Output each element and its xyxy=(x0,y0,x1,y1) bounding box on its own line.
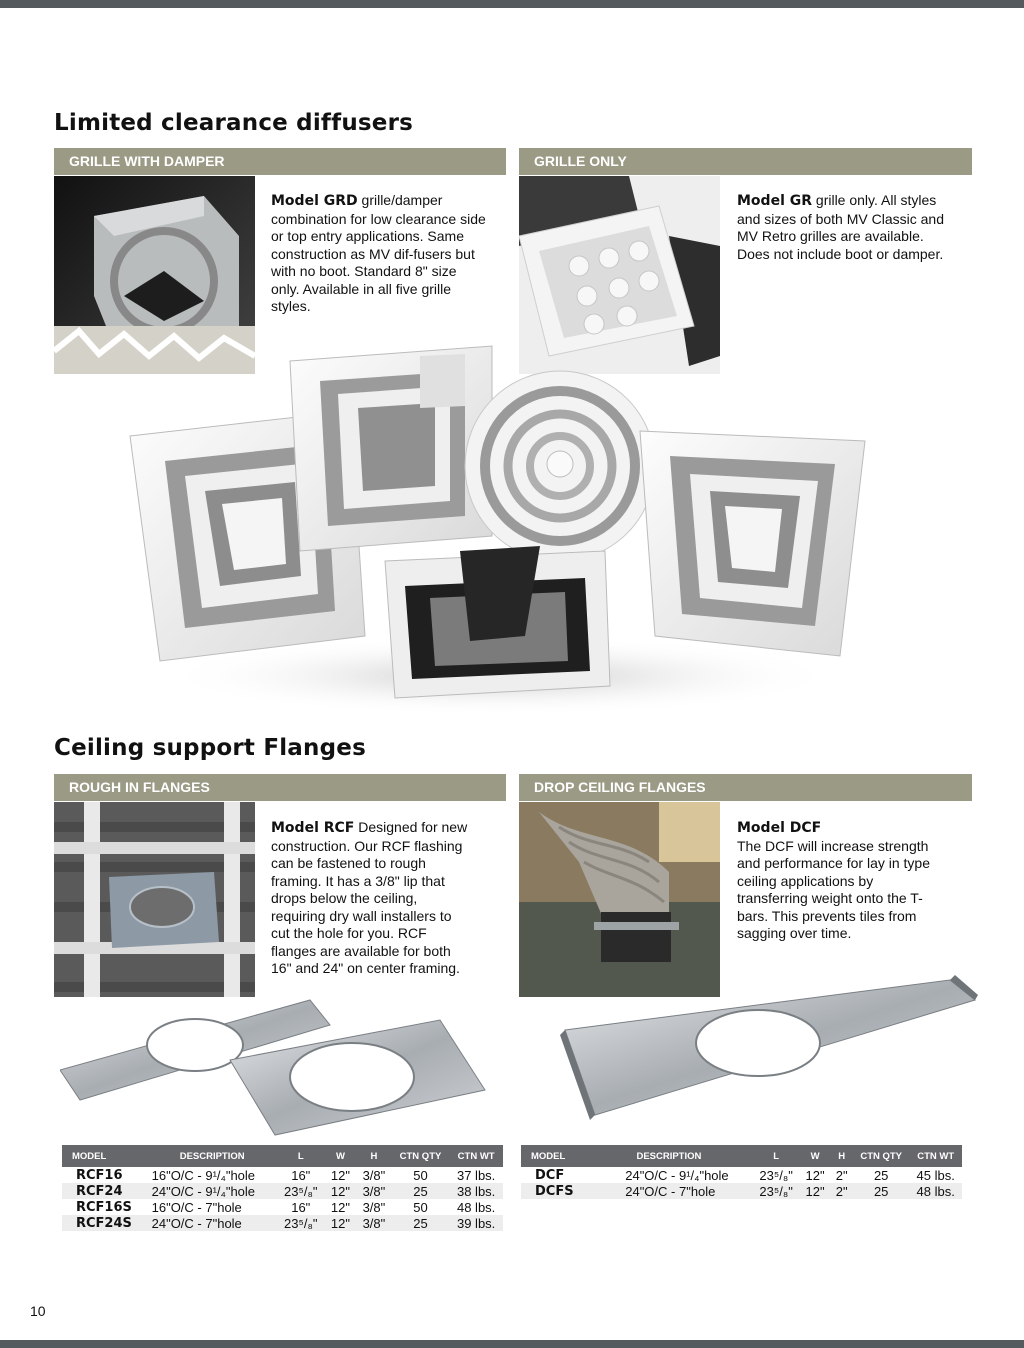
cell-h: 2" xyxy=(835,1167,848,1183)
cell-w: 12" xyxy=(325,1215,356,1231)
cell-ctn-wt: 37 lbs. xyxy=(456,1167,496,1183)
cell-w: 12" xyxy=(800,1183,831,1199)
cell-w: 12" xyxy=(330,1199,350,1215)
cell-h: 3/8" xyxy=(356,1215,392,1231)
rcf-model-name: Model RCF xyxy=(271,820,355,836)
diffusers-product-photo xyxy=(120,336,880,716)
col-ctn-qty: CTN QTY xyxy=(853,1145,909,1167)
cell-w: 12" xyxy=(330,1167,350,1183)
dcf-spec-table xyxy=(521,1145,962,1199)
cell-ctn-wt: 45 lbs. xyxy=(916,1167,955,1183)
cell-description: 24"O/C - 7"hole xyxy=(148,1215,277,1231)
cell-l: 23⁵/₈" xyxy=(759,1167,793,1183)
cell-description: 24"O/C - 9¹/₄"hole xyxy=(625,1167,729,1183)
cell-description: 16"O/C - 7"hole xyxy=(151,1199,242,1215)
cell-model: RCF24S xyxy=(62,1215,148,1231)
grd-description xyxy=(271,192,486,316)
dcf-table-header xyxy=(521,1145,962,1167)
col-h: H xyxy=(356,1145,392,1167)
grille-only-bar: GRILLE ONLY xyxy=(519,148,972,175)
dcf-model-name: Model DCF xyxy=(737,820,822,836)
cell-ctn-qty: 25 xyxy=(392,1215,450,1231)
cell-ctn-qty: 25 xyxy=(853,1183,909,1199)
drop-ceiling-flanges-bar: DROP CEILING FLANGES xyxy=(519,774,972,801)
dcf-text: The DCF will increase strength and performance for lay in type ceiling applications by transferring weight onto the T-bars. This prevents tiles from sagging over time. xyxy=(737,837,930,941)
rcf-flange-photo xyxy=(60,985,490,1140)
cell-description: 16"O/C - 9¹/₄"hole xyxy=(151,1167,256,1183)
table-row xyxy=(62,1215,503,1231)
top-frame-bar xyxy=(0,0,1024,8)
col-ctn-qty: CTN QTY xyxy=(392,1145,450,1167)
cell-h: 3/8" xyxy=(362,1199,386,1215)
col-ctn-wt: CTN WT xyxy=(909,1145,962,1167)
dcf-flange-photo xyxy=(560,975,980,1125)
table-row xyxy=(521,1167,962,1183)
col-l: L xyxy=(277,1145,325,1167)
cell-ctn-qty: 25 xyxy=(873,1167,889,1183)
grd-text: grille/damper combination for low clearance side or top entry applications. Same construction as MV dif-fusers but with no boot. Standard 8" size only. Available in all five grille styles. xyxy=(271,192,486,314)
gr-description xyxy=(737,192,947,263)
cell-ctn-qty: 50 xyxy=(413,1199,428,1215)
col-description: DESCRIPTION xyxy=(585,1145,752,1167)
rcf-table-header xyxy=(62,1145,503,1167)
dcf-description xyxy=(737,819,937,943)
page-number: 10 xyxy=(30,1303,46,1319)
col-description: DESCRIPTION xyxy=(148,1145,277,1167)
col-w: W xyxy=(800,1145,831,1167)
rcf-spec-table xyxy=(62,1145,503,1231)
cell-h: 2" xyxy=(830,1183,853,1199)
cell-l: 23⁵/₈" xyxy=(753,1183,800,1199)
gr-model-name: Model GR xyxy=(737,193,813,209)
col-model: MODEL xyxy=(62,1145,148,1167)
cell-description: 24"O/C - 7"hole xyxy=(585,1183,752,1199)
cell-ctn-qty: 50 xyxy=(413,1167,428,1183)
col-l: L xyxy=(753,1145,800,1167)
cell-w: 12" xyxy=(325,1183,356,1199)
table-row xyxy=(62,1167,503,1183)
table-row xyxy=(62,1199,503,1215)
cell-ctn-wt: 48 lbs. xyxy=(909,1183,962,1199)
col-w: W xyxy=(325,1145,356,1167)
section-title-diffusers: Limited clearance diffusers xyxy=(54,110,414,136)
rough-in-flanges-bar: ROUGH IN FLANGES xyxy=(54,774,506,801)
cell-h: 3/8" xyxy=(362,1167,386,1183)
col-model: MODEL xyxy=(521,1145,585,1167)
section-title-flanges: Ceiling support Flanges xyxy=(54,735,366,761)
bottom-frame-bar xyxy=(0,1340,1024,1348)
cell-ctn-wt: 39 lbs. xyxy=(449,1215,503,1231)
cell-l: 23⁵/₈" xyxy=(277,1215,325,1231)
col-h: H xyxy=(830,1145,853,1167)
grd-model-name: Model GRD xyxy=(271,193,358,209)
cell-model: DCF xyxy=(535,1167,565,1183)
rcf-framing-photo xyxy=(54,802,255,997)
col-ctn-wt: CTN WT xyxy=(449,1145,503,1167)
cell-model: DCFS xyxy=(521,1183,585,1199)
cell-w: 12" xyxy=(805,1167,825,1183)
rcf-description xyxy=(271,819,471,978)
cell-description: 24"O/C - 9¹/₄"hole xyxy=(148,1183,277,1199)
table-row xyxy=(521,1183,962,1199)
table-row xyxy=(62,1183,503,1199)
gr-text: grille only. All styles and sizes of both MV Classic and MV Retro grilles are available. Does not include boot or damper. xyxy=(737,192,944,262)
dcf-installation-photo xyxy=(519,802,720,997)
cell-ctn-qty: 25 xyxy=(392,1183,450,1199)
cell-ctn-wt: 48 lbs. xyxy=(456,1199,496,1215)
cell-l: 16" xyxy=(291,1167,311,1183)
grille-with-damper-bar: GRILLE WITH DAMPER xyxy=(54,148,506,175)
cell-model: RCF24 xyxy=(62,1183,148,1199)
cell-h: 3/8" xyxy=(356,1183,392,1199)
cell-ctn-wt: 38 lbs. xyxy=(449,1183,503,1199)
cell-l: 23⁵/₈" xyxy=(277,1183,325,1199)
cell-l: 16" xyxy=(291,1199,311,1215)
rcf-text: Designed for new construction. Our RCF flashing can be fastened to rough framing. It has a 3/8" lip that drops below the ceiling, requiring dry wall installers to cut the hole for you. RCF flanges are available for both 16" and 24" on center framing. xyxy=(271,819,468,976)
cell-model: RCF16 xyxy=(76,1167,123,1183)
cell-model: RCF16S xyxy=(76,1199,132,1215)
